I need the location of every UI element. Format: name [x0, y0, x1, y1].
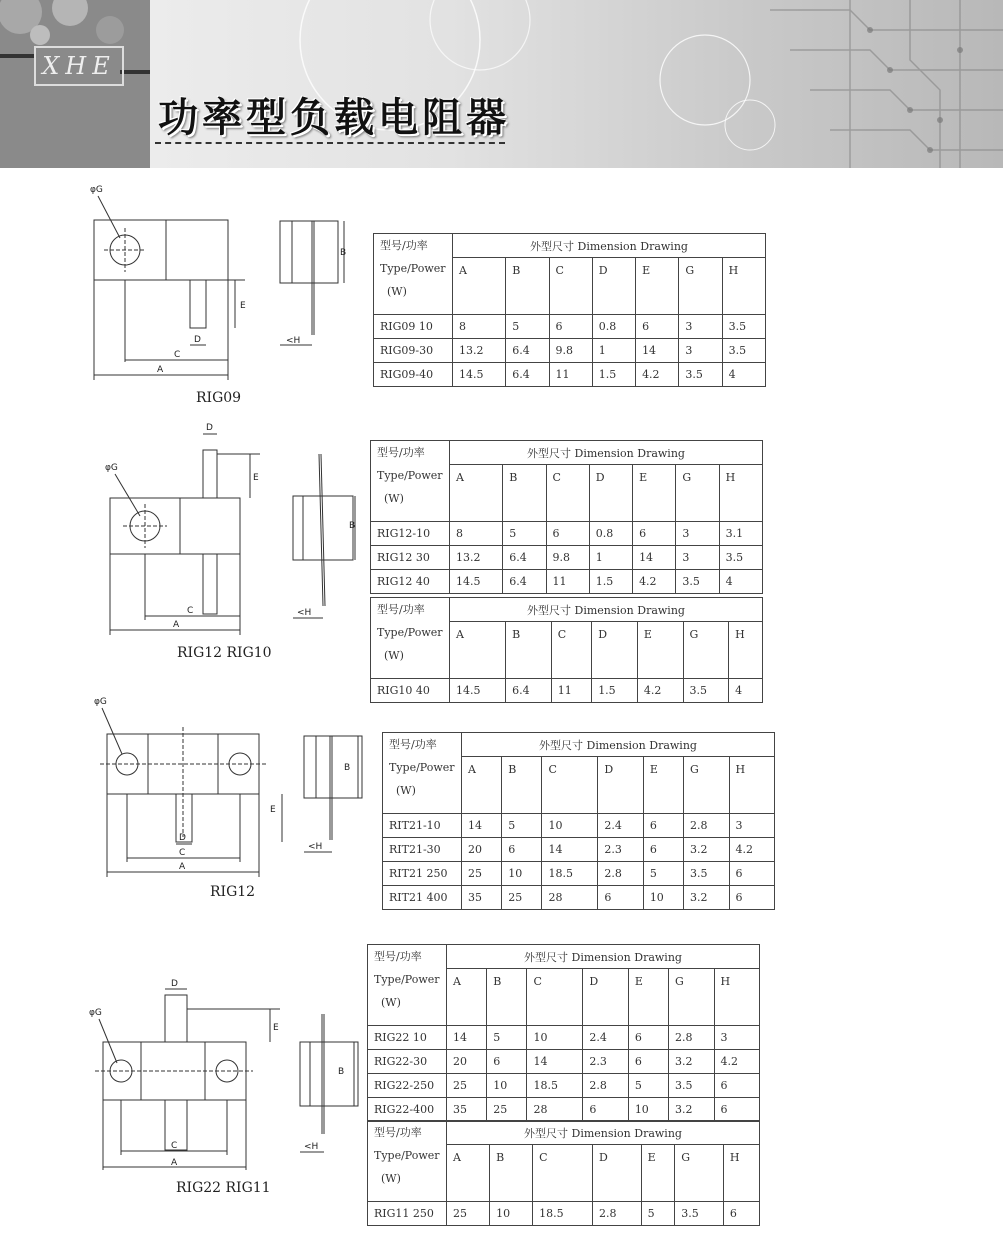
label-d: D — [171, 979, 178, 989]
spec-table-rig22 — [367, 944, 760, 1122]
col-a: A — [447, 1145, 490, 1202]
col-h: H — [729, 757, 775, 814]
label-a: A — [179, 862, 186, 872]
col-h: H — [729, 622, 763, 679]
label-d: D — [206, 423, 213, 433]
table-row: RIG09-30 13.2 6.4 9.8 1 14 3 3.5 — [374, 339, 766, 363]
col-h: H — [723, 1145, 759, 1202]
table-row: RIG10 40 14.5 6.4 11 1.5 4.2 3.5 4 — [371, 679, 763, 703]
table-row: RIG11 250 25 10 18.5 2.8 5 3.5 6 — [368, 1202, 760, 1226]
label-e: E — [273, 1023, 279, 1033]
header-unit: (W) — [384, 649, 404, 662]
header-type-power: Type/Power — [380, 262, 446, 275]
caption-rig22-rig11: RIG22 RIG11 — [176, 1180, 271, 1196]
col-e: E — [636, 258, 679, 315]
table-row: RIG12-10 8 5 6 0.8 6 3 3.1 — [371, 522, 763, 546]
drawing-rig09-side — [270, 215, 360, 355]
col-a: A — [447, 969, 487, 1026]
header-unit: (W) — [381, 996, 401, 1009]
col-g: G — [679, 258, 722, 315]
col-a: A — [450, 622, 506, 679]
spec-table-rit21 — [382, 732, 775, 910]
label-c: C — [171, 1141, 178, 1151]
col-d: D — [592, 622, 638, 679]
label-h: <H — [297, 608, 312, 618]
table-row: RIT21 400 35 25 28 6 10 3.2 6 — [383, 886, 775, 910]
header-model-cell — [383, 733, 462, 814]
table-row: RIG22-400 35 25 28 6 10 3.2 6 — [368, 1098, 760, 1122]
header-model-cell — [374, 234, 453, 315]
col-b: B — [506, 258, 549, 315]
page-title: 功率型负载电阻器 — [158, 95, 510, 141]
header-model: 型号/功率 — [377, 446, 425, 459]
header-model-cell — [368, 945, 447, 1026]
col-e: E — [637, 622, 683, 679]
drawing-rig12-side — [285, 450, 365, 625]
header-model: 型号/功率 — [380, 239, 428, 252]
header-dimension-title: 外型尺寸 Dimension Drawing — [450, 441, 763, 465]
col-b: B — [503, 465, 546, 522]
col-b: B — [487, 969, 527, 1026]
header-type-power: Type/Power — [377, 469, 443, 482]
table-row: RIT21-10 14 5 10 2.4 6 2.8 3 — [383, 814, 775, 838]
label-b: B — [344, 763, 351, 773]
title-underline — [155, 142, 505, 144]
label-h: <H — [304, 1142, 319, 1152]
caption-rig12: RIG12 — [210, 884, 256, 900]
header-unit: (W) — [387, 285, 407, 298]
col-c: C — [533, 1145, 593, 1202]
col-c: C — [549, 258, 592, 315]
label-e: E — [253, 473, 259, 483]
col-c: C — [542, 757, 598, 814]
col-e: E — [633, 465, 676, 522]
table-row: RIT21-30 20 6 14 2.3 6 3.2 4.2 — [383, 838, 775, 862]
table-row: RIG22-30 20 6 14 2.3 6 3.2 4.2 — [368, 1050, 760, 1074]
table-row: RIG22-250 25 10 18.5 2.8 5 3.5 6 — [368, 1074, 760, 1098]
table-row: RIT21 250 25 10 18.5 2.8 5 3.5 6 — [383, 862, 775, 886]
col-g: G — [684, 757, 729, 814]
label-c: C — [179, 848, 186, 858]
table-row: RIG22 10 14 5 10 2.4 6 2.8 3 — [368, 1026, 760, 1050]
col-d: D — [583, 969, 628, 1026]
col-e: E — [643, 757, 683, 814]
caption-rig12-rig10: RIG12 RIG10 — [177, 645, 272, 661]
label-e: E — [270, 805, 276, 815]
col-b: B — [506, 622, 552, 679]
col-g: G — [669, 969, 714, 1026]
col-c: C — [551, 622, 591, 679]
label-phi-g: φG — [90, 185, 103, 195]
label-a: A — [157, 365, 164, 375]
label-b: B — [340, 248, 347, 258]
drawing-rig22-side — [292, 1010, 372, 1160]
label-d: D — [194, 335, 201, 345]
header-model: 型号/功率 — [389, 738, 437, 751]
col-d: D — [598, 757, 643, 814]
header-dimension-title: 外型尺寸 Dimension Drawing — [453, 234, 766, 258]
label-e: E — [240, 301, 246, 311]
spec-table-rig10 — [370, 597, 763, 703]
header-model-cell — [368, 1121, 447, 1202]
col-a: A — [462, 757, 502, 814]
header-model-cell — [371, 598, 450, 679]
col-d: D — [593, 1145, 642, 1202]
label-b: B — [338, 1067, 345, 1077]
label-c: C — [174, 350, 181, 360]
header-type-power: Type/Power — [377, 626, 443, 639]
header-model-cell — [371, 441, 450, 522]
spec-table-rig12 — [370, 440, 763, 594]
header-dimension-title: 外型尺寸 Dimension Drawing — [450, 598, 763, 622]
label-phi-g: φG — [89, 1008, 102, 1018]
label-a: A — [173, 620, 180, 630]
label-d: D — [179, 833, 186, 843]
col-e: E — [628, 969, 668, 1026]
header-model: 型号/功率 — [377, 603, 425, 616]
header-model: 型号/功率 — [374, 1126, 422, 1139]
col-d: D — [592, 258, 635, 315]
header-type-power: Type/Power — [374, 1149, 440, 1162]
col-g: G — [675, 1145, 724, 1202]
header-dimension-title: 外型尺寸 Dimension Drawing — [462, 733, 775, 757]
caption-rig09: RIG09 — [196, 390, 242, 406]
header-type-power: Type/Power — [389, 761, 455, 774]
spec-table-rig11 — [367, 1120, 760, 1226]
page-header — [0, 0, 1003, 168]
label-phi-g: φG — [105, 463, 118, 473]
col-c: C — [527, 969, 583, 1026]
col-h: H — [719, 465, 762, 522]
col-g: G — [676, 465, 719, 522]
table-row: RIG09-40 14.5 6.4 11 1.5 4.2 3.5 4 — [374, 363, 766, 387]
col-h: H — [714, 969, 760, 1026]
col-e: E — [641, 1145, 675, 1202]
label-h: <H — [286, 336, 301, 346]
col-h: H — [722, 258, 765, 315]
header-dimension-title: 外型尺寸 Dimension Drawing — [447, 1121, 760, 1145]
col-d: D — [589, 465, 632, 522]
label-c: C — [187, 606, 194, 616]
drawing-rig12-rit21-side — [296, 730, 376, 860]
brand-logo: XHE — [34, 46, 124, 86]
header-dimension-title: 外型尺寸 Dimension Drawing — [447, 945, 760, 969]
label-a: A — [171, 1158, 178, 1168]
label-b: B — [349, 521, 356, 531]
header-model: 型号/功率 — [374, 950, 422, 963]
table-row: RIG09 10 8 5 6 0.8 6 3 3.5 — [374, 315, 766, 339]
header-unit: (W) — [384, 492, 404, 505]
col-b: B — [502, 757, 542, 814]
col-c: C — [546, 465, 589, 522]
col-a: A — [453, 258, 506, 315]
header-unit: (W) — [396, 784, 416, 797]
label-phi-g: φG — [94, 697, 107, 707]
col-b: B — [490, 1145, 533, 1202]
col-a: A — [450, 465, 503, 522]
table-row: RIG12 30 13.2 6.4 9.8 1 14 3 3.5 — [371, 546, 763, 570]
label-h: <H — [308, 842, 323, 852]
col-g: G — [683, 622, 729, 679]
header-type-power: Type/Power — [374, 973, 440, 986]
header-unit: (W) — [381, 1172, 401, 1185]
spec-table-rig09 — [373, 233, 766, 387]
table-row: RIG12 40 14.5 6.4 11 1.5 4.2 3.5 4 — [371, 570, 763, 594]
